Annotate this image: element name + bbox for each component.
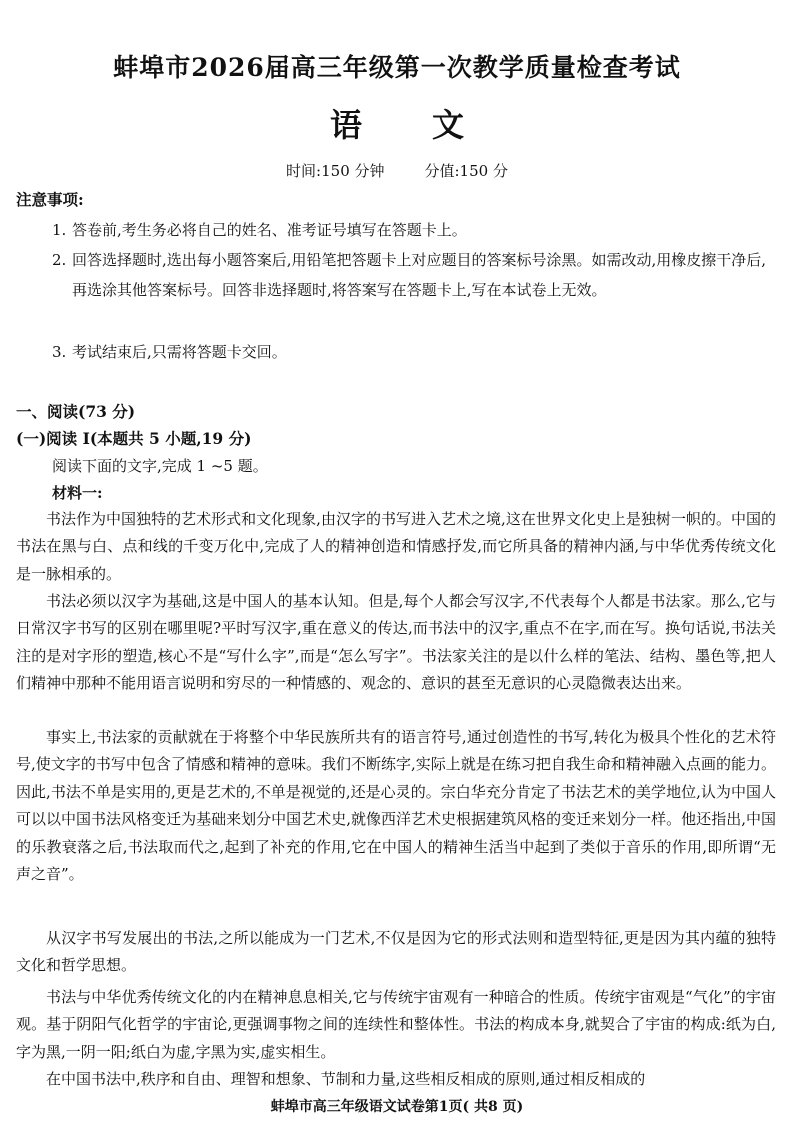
paragraph-4: 从汉字书写发展出的书法,之所以能成为一门艺术,不仅是因为它的形式法则和造型特征,更是因为其内蕴的独特文化和哲学思想。 [16,929,776,975]
paragraph-3: 事实上,书法家的贡献就在于将整个中华民族所共有的语言符号,通过创造性的书写,转化为极具个性化的艺术符号,使文字的书写中包含了情感和精神的意味。我们不断练字,实际上就是在练习把自我生命和精神融入点画的能力。因此,书法不单是实用的,更是艺术的,不单是视觉的,还是心灵的。宗白华充分肯定了书法艺术的美学地位,认为中国人可以以中国书法风格变迁为基础来划分中国艺术史,就像西洋艺术史根据建筑风格的变迁来划分一样。他还指出,中国的乐教衰落之后,书法取而代之,起到了补充的作用,它在中国人的精神生活当中起到了类似于音乐的作用,即所谓“无声之音”。 [16,728,776,884]
subject-char-1: 语 [329,106,362,144]
note-number: 3. [52,343,67,361]
note-item [52,215,774,245]
exam-time: 时间:150 分钟 [286,162,385,180]
note-number: 2. [52,251,67,269]
paragraph-1: 书法作为中国独特的艺术形式和文化现象,由汉字的书写进入艺术之境,这在世界文化史上是独树一帜的。中国的书法在黑与白、点和线的千变万化中,完成了人的精神创造和情感抒发,而它所具备的精神内涵,与中华优秀传统文化是一脉相承的。 [16,510,776,583]
subsection-heading: (一)阅读 I(本题共 5 小题,19 分) [16,429,252,448]
note-text: 答卷前,考生务必将自己的姓名、准考证号填写在答题卡上。 [72,221,467,239]
reading-instruction: 阅读下面的文字,完成 1 ~5 题。 [52,457,268,475]
exam-time-score [0,160,794,181]
note-item [52,245,774,305]
notes-heading: 注意事项: [16,190,84,209]
subject-title [0,100,794,146]
paragraph-5: 书法与中华优秀传统文化的内在精神息息相关,它与传统宇宙观有一种暗合的性质。传统宇宙观是“气化”的宇宙观。基于阴阳气化哲学的宇宙论,更强调事物之间的连续性和整体性。书法的构成本身,就契合了宇宙的构成:纸为白,字为黑,一阴一阳;纸白为虚,字黑为实,虚实相生。 [16,988,776,1061]
exam-title: 蚌埠市2026届高三年级第一次教学质量检查考试 [113,53,681,82]
note-text: 考试结束后,只需将答题卡交回。 [72,343,287,361]
note-number: 1. [52,221,67,239]
paragraph-2: 书法必须以汉字为基础,这是中国人的基本认知。但是,每个人都会写汉字,不代表每个人都是书法家。那么,它与日常汉字书写的区别在哪里呢?平时写汉字,重在意义的传达,而书法中的汉字,重点不在字,而在写。换句话说,书法关注的是对字形的塑造,核心不是“写什么字”,而是“怎么写字”。书法家关注的是以什么样的笔法、结构、墨色等,把人们精神中那种不能用语言说明和穷尽的一种情感的、观念的、意识的甚至无意识的心灵隐微表达出来。 [16,592,776,693]
note-item [52,337,774,367]
material-label: 材料一: [52,484,103,502]
note-text: 回答选择题时,选出每小题答案后,用铅笔把答题卡上对应题目的答案标号涂黑。如需改动,用橡皮擦干净后,再选涂其他答案标号。回答非选择题时,将答案写在答题卡上,写在本试卷上无效。 [72,251,767,299]
page-footer: 蚌埠市高三年级语文试卷第1页( 共8 页) [270,1099,524,1115]
exam-score: 分值:150 分 [424,162,508,180]
subject-char-2: 文 [432,106,465,144]
section-heading: 一、阅读(73 分) [16,402,136,421]
paragraph-6: 在中国书法中,秩序和自由、理智和想象、节制和力量,这些相反相成的原则,通过相反相成的 [46,1070,646,1088]
